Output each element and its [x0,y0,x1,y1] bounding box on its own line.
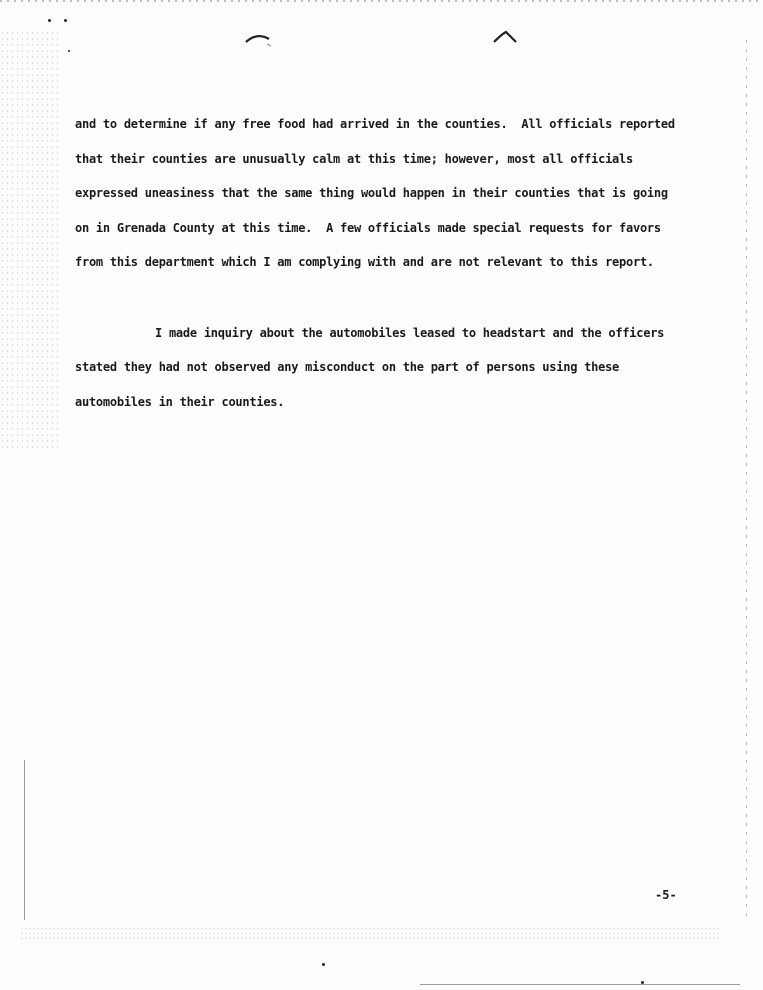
text-line: automobiles in their counties. [75,394,285,409]
punch-hole-mark-right [490,28,524,46]
scan-right-line [746,40,747,920]
scan-bottom-rule [420,984,740,985]
text-line: stated they had not observed any misconduct on the part of persons using these [75,360,620,374]
scan-speck [68,50,70,52]
punch-hole-mark-left [243,30,277,48]
scan-bottom-noise [20,926,720,940]
scan-top-edge [0,0,763,2]
text-line: on in Grenada County at this time. A few officials made special requests for favors [75,220,661,235]
page-number: -5- [655,888,677,902]
scan-left-noise [0,30,58,450]
scan-left-line [24,760,25,920]
scan-speck [64,19,67,22]
scan-speck [641,981,644,984]
paragraph-2 [75,305,705,432]
paragraph-1 [75,96,705,292]
text-line: and to determine if any free food had arrived in the counties. All officials reported [75,117,675,131]
body-text [75,96,705,444]
scan-speck [48,19,51,22]
scan-speck [322,963,325,966]
text-line: I made inquiry about the automobiles leased to headstart and the officers [155,325,665,340]
text-line: expressed uneasiness that the same thing would happen in their counties that is going [75,186,668,200]
text-line: from this department which I am complying with and are not relevant to this report. [75,255,654,269]
text-line: that their counties are unusually calm at this time; however, most all officials [75,151,633,166]
